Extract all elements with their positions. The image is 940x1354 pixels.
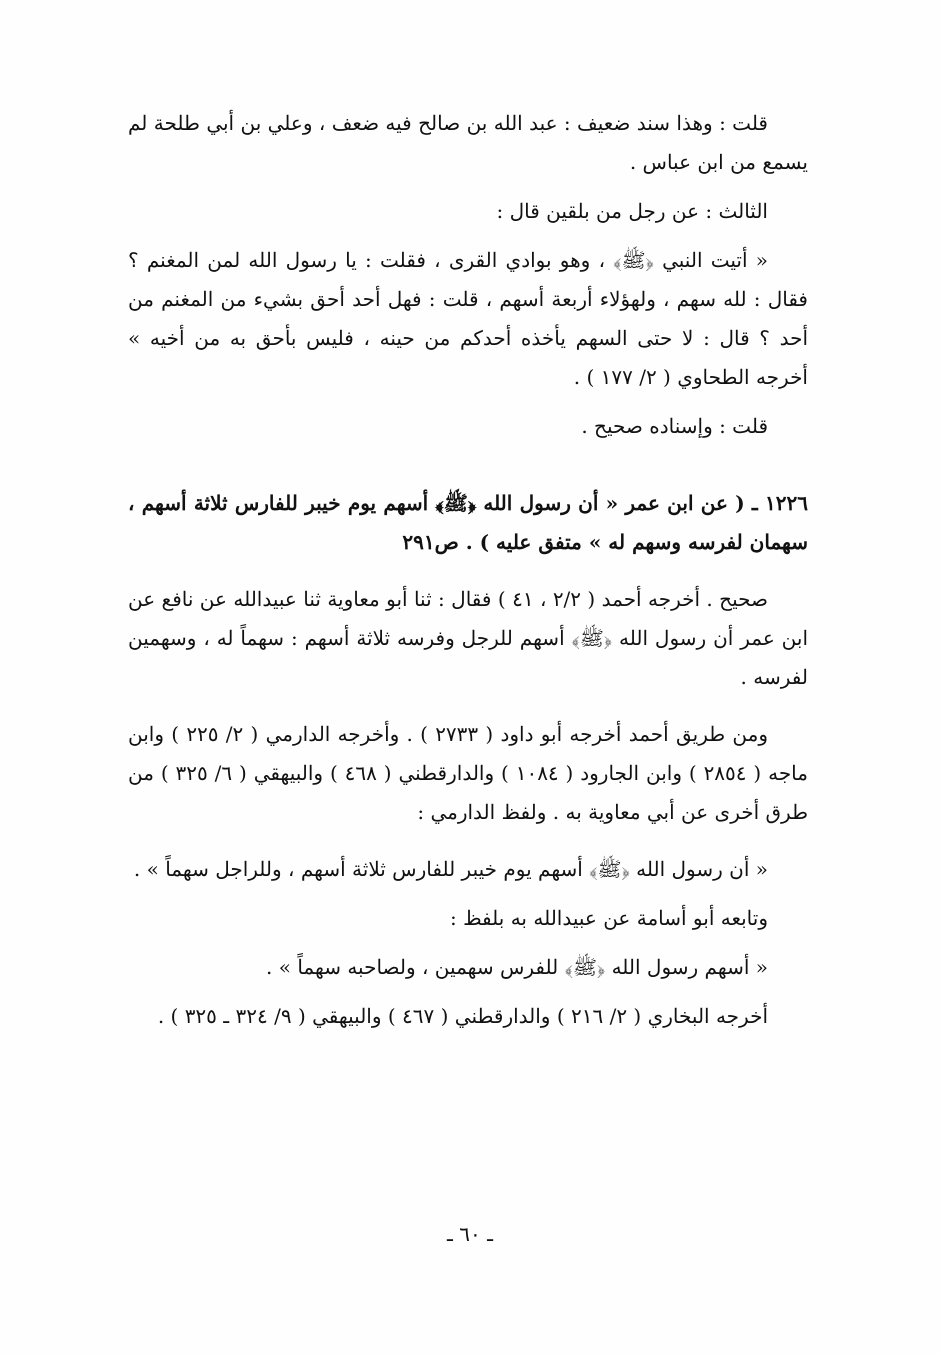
paragraph-bukhari-sources: أخرجه البخاري ( ٢/ ٢١٦ ) والدارقطني ( ٤٦٧ ) والبيهقي ( ٩/ ٣٢٤ ـ ٣٢٥ ) . xyxy=(157,1004,768,1028)
paragraph-other-sources: ومن طريق أحمد أخرجه أبو داود ( ٢٧٣٣ ) . وأخرجه الدارمي ( ٢/ ٢٢٥ ) وابن ماجه ( ٢٨٥٤ ) وابن الجارود ( ١٠٨٤ ) والدارقطني ( ٤٦٨ ) والبيهقي ( ٦/ ٣٢٥ ) من طرق أخرى عن أبي معاوية به . ولفظ الدارمي : xyxy=(128,722,808,824)
paragraph-chain-authentic: قلت : وإسناده صحيح . xyxy=(581,414,768,438)
paragraph-third-narration: الثالث : عن رجل من بلقين قال : xyxy=(496,199,768,223)
paragraph-darimi-wording: « أن رسول الله ﴿ﷺ﴾ أسهم يوم خيبر للفارس ثلاثة أسهم ، وللراجل سهماً » . xyxy=(133,857,768,881)
paragraph-abu-usama: وتابعه أبو أسامة عن عبيدالله به بلفظ : xyxy=(449,906,768,930)
paragraph-weak-chain-note: قلت : وهذا سند ضعيف : عبد الله بن صالح فيه ضعف ، وعلي بن أبي طلحة لم يسمع من ابن عباس . xyxy=(128,111,808,174)
paragraph-abu-usama-wording: « أسهم رسول الله ﴿ﷺ﴾ للفرس سهمين ، ولصاحبه سهماً » . xyxy=(266,955,768,979)
paragraph-sahih-ahmad: صحيح . أخرجه أحمد ( ٢/٢ ، ٤١ ) فقال : ثنا أبو معاوية ثنا عبيدالله عن نافع عن ابن عمر أن رسول الله ﴿ﷺ﴾ أسهم للرجل وفرسه ثلاثة أسهم : سهماً له ، وسهمين لفرسه . xyxy=(128,587,808,689)
page-body xyxy=(128,104,808,1036)
paragraph-hadith-quote: « أتيت النبي ﴿ﷺ﴾ ، وهو بوادي القرى ، فقلت : يا رسول الله لمن المغنم ؟ فقال : لله سهم ، ولهؤلاء أربعة أسهم ، قلت : فهل أحد أحق بشيء من المغنم من أحد ؟ قال : لا حتى السهم يأخذه أحدكم من حينه ، فليس بأحق به من أخيه » أخرجه الطحاوي ( ٢/ ١٧٧ ) . xyxy=(128,248,808,389)
page-number: ـ ٦٠ ـ xyxy=(447,1222,493,1246)
hadith-1226-heading: ١٢٢٦ ـ ( عن ابن عمر « أن رسول الله ﴿ﷺ﴾ أسهم يوم خيبر للفارس ثلاثة أسهم ، سهمان لفرسه وسهم له » متفق عليه ) . ص٢٩١ xyxy=(128,491,809,554)
